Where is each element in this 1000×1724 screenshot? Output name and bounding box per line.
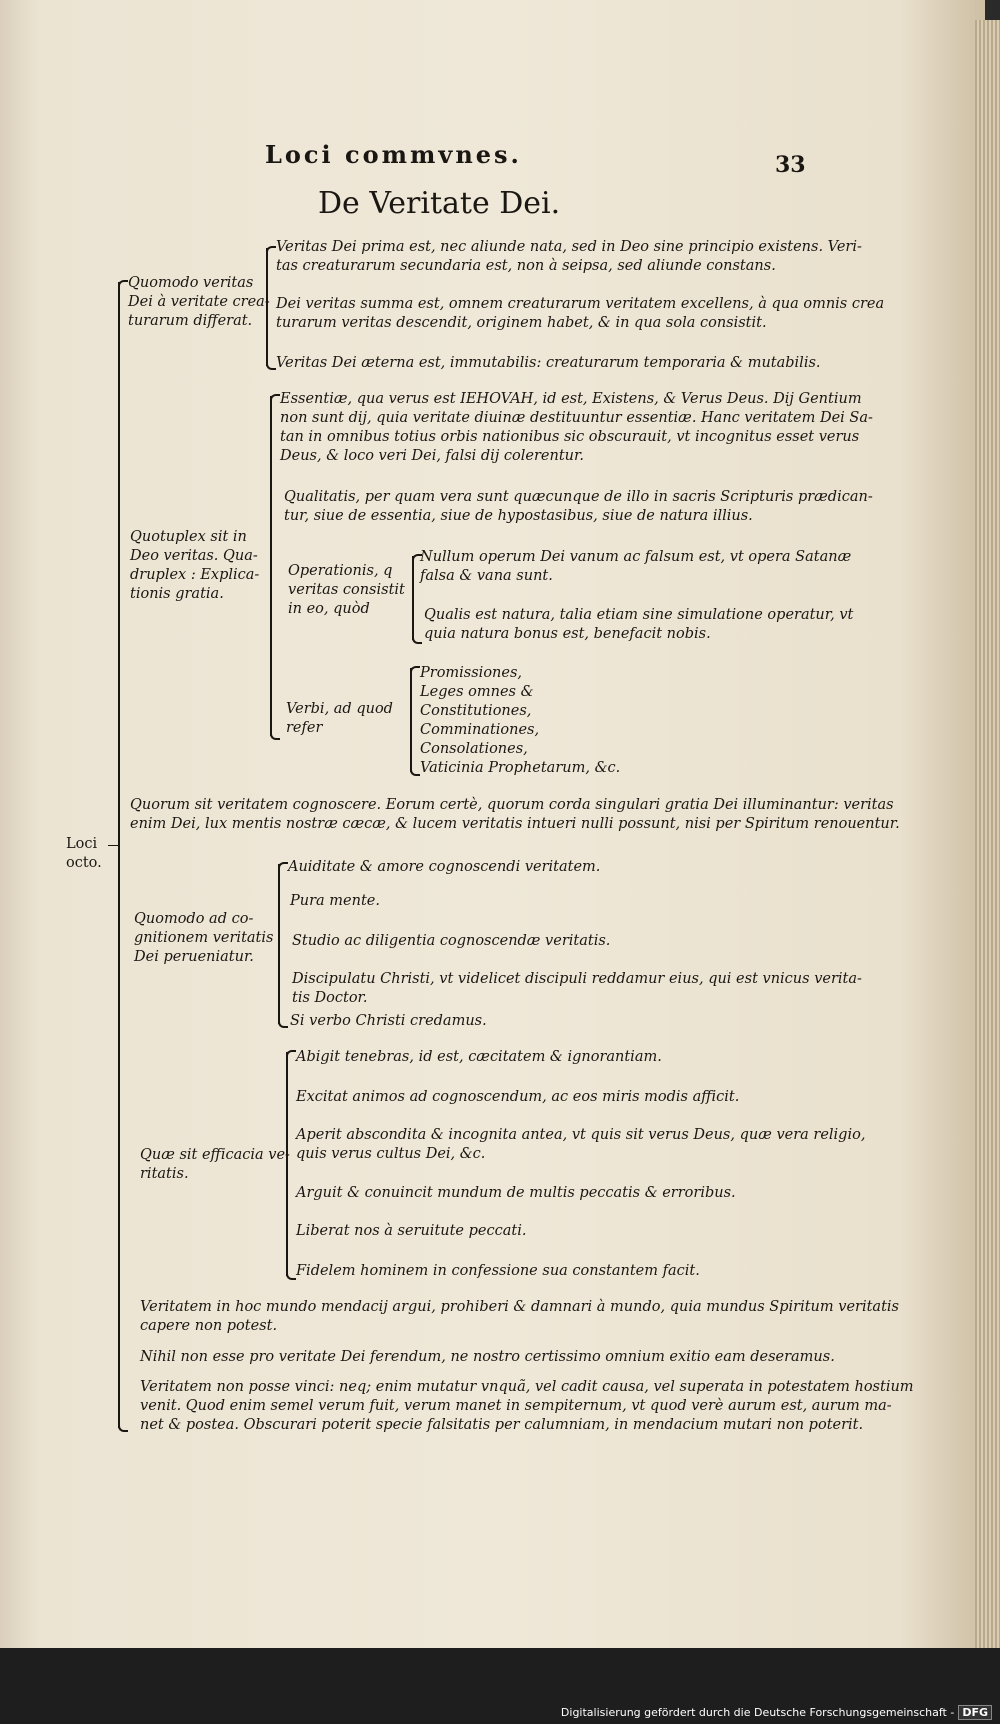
s4-label-2: gnitionem veritatis — [134, 930, 274, 946]
verbi-item-5: Consolationes, — [420, 741, 528, 757]
s1-item-1-l1: Veritas Dei prima est, nec aliunde nata, sed in Deo sine principio existens. Veri- — [276, 239, 862, 255]
s3-line-2: enim Dei, lux mentis nostræ cæcæ, & lucem veritatis intueri nulli possunt, nisi per Spiritum renouentur. — [130, 816, 900, 832]
s5-item-3-l2: quis verus cultus Dei, &c. — [296, 1146, 486, 1162]
s4-item-4-l1: Discipulatu Christi, vt videlicet discipuli reddamur eius, qui est vnicus verita- — [292, 971, 862, 987]
s2-item-2-l1: Qualitatis, per quam vera sunt quæcunque de illo in sacris Scripturis prædican- — [284, 489, 873, 505]
dfg-logo: DFG — [958, 1705, 992, 1720]
s4-item-2: Pura mente. — [290, 893, 380, 909]
s1-item-2-l2: turarum veritas descendit, originem habet, & in qua sola consistit. — [276, 315, 767, 331]
s2-label-4: tionis gratia. — [130, 586, 224, 602]
s2-label-2: Deo veritas. Qua- — [130, 548, 258, 564]
root-label-line-2: octo. — [66, 855, 102, 871]
s4-brace — [278, 864, 280, 1024]
running-header: Loci commvnes. — [265, 140, 522, 169]
s5-item-5: Liberat nos à seruitute peccati. — [296, 1223, 527, 1239]
s2-label-1: Quotuplex sit in — [130, 529, 247, 545]
s5-label-2: ritatis. — [140, 1166, 189, 1182]
footer-credit: Digitalisierung gefördert durch die Deutsche Forschungsgemeinschaft - DFG — [561, 1706, 992, 1719]
s5-item-6: Fidelem hominem in confessione sua constantem facit. — [296, 1263, 700, 1279]
s1-label-2: Dei à veritate crea- — [128, 294, 270, 310]
s2-item-1-l2: non sunt dij, quia veritate diuinæ destituuntur essentiæ. Hanc veritatem Dei Sa- — [280, 410, 873, 426]
verbi-item-2: Leges omnes & — [420, 684, 534, 700]
operationis-item-2-l2: quia natura bonus est, benefacit nobis. — [424, 626, 711, 642]
verbi-item-6: Vaticinia Prophetarum, &c. — [420, 760, 621, 776]
s2-label-3: druplex : Explica- — [130, 567, 260, 583]
verbi-brace — [410, 668, 412, 772]
page-title: De Veritate Dei. — [318, 186, 561, 221]
verbi-label-2: refer — [286, 720, 323, 736]
s2-item-1-l3: tan in omnibus totius orbis nationibus sic obscurauit, vt incognitus esset verus — [280, 429, 860, 445]
s4-item-5: Si verbo Christi credamus. — [290, 1013, 487, 1029]
s8-line-3: net & postea. Obscurari poterit specie falsitatis per calumniam, in mendacium mutari non poterit. — [140, 1417, 864, 1433]
s4-label-3: Dei perueniatur. — [134, 949, 254, 965]
verbi-label-1: Verbi, ad quod — [286, 701, 393, 717]
page-edges — [975, 20, 1000, 1660]
operationis-label-1: Operationis, q — [288, 563, 393, 579]
s5-item-4: Arguit & conuincit mundum de multis peccatis & erroribus. — [296, 1185, 736, 1201]
s5-brace — [286, 1052, 288, 1276]
s5-item-1: Abigit tenebras, id est, cæcitatem & ignorantiam. — [296, 1049, 662, 1065]
s7-line-1: Nihil non esse pro veritate Dei ferendum, ne nostro certissimo omnium exitio eam deseramus. — [140, 1349, 835, 1365]
operationis-item-2-l1: Qualis est natura, talia etiam sine simulatione operatur, vt — [424, 607, 854, 623]
operationis-item-1-l1: Nullum operum Dei vanum ac falsum est, vt opera Satanæ — [420, 549, 852, 565]
s1-item-1-l2: tas creaturarum secundaria est, non à seipsa, sed aliunde constans. — [276, 258, 776, 274]
s1-label-1: Quomodo veritas — [128, 275, 254, 291]
s8-line-1: Veritatem non posse vinci: neq; enim mutatur vnquã, vel cadit causa, vel superata in potestatem hostium — [140, 1379, 914, 1395]
s4-item-1: Auiditate & amore cognoscendi veritatem. — [288, 859, 601, 875]
main-brace-point — [108, 845, 120, 846]
s1-item-2-l1: Dei veritas summa est, omnem creaturarum veritatem excellens, à qua omnis crea — [276, 296, 885, 312]
s3-line-1: Quorum sit veritatem cognoscere. Eorum certè, quorum corda singulari gratia Dei illuminantur: veritas — [130, 797, 894, 813]
s1-label-3: turarum differat. — [128, 313, 253, 329]
s5-label-1: Quæ sit efficacia ve- — [140, 1147, 290, 1163]
s2-item-1-l4: Deus, & loco veri Dei, falsi dij colerentur. — [280, 448, 584, 464]
s6-line-1: Veritatem in hoc mundo mendacij argui, prohiberi & damnari à mundo, quia mundus Spiritum veritatis — [140, 1299, 899, 1315]
s4-item-4-l2: tis Doctor. — [292, 990, 368, 1006]
s1-brace — [266, 248, 268, 366]
operationis-label-2: veritas consistit — [288, 582, 405, 598]
main-brace — [118, 282, 120, 1428]
s4-item-3: Studio ac diligentia cognoscendæ veritatis. — [292, 933, 611, 949]
s8-line-2: venit. Quod enim semel verum fuit, verum manet in sempiternum, vt quod verè aurum est, aurum ma- — [140, 1398, 892, 1414]
operationis-label-3: in eo, quòd — [288, 601, 370, 617]
verbi-item-4: Comminationes, — [420, 722, 540, 738]
s2-item-1-l1: Essentiæ, qua verus est IEHOVAH, id est, Existens, & Verus Deus. Dij Gentium — [280, 391, 862, 407]
s4-label-1: Quomodo ad co- — [134, 911, 254, 927]
s1-item-3: Veritas Dei æterna est, immutabilis: creaturarum temporaria & mutabilis. — [276, 355, 821, 371]
s5-item-3-l1: Aperit abscondita & incognita antea, vt quis sit verus Deus, quæ vera religio, — [296, 1127, 866, 1143]
s2-brace — [270, 396, 272, 736]
verbi-item-3: Constitutiones, — [420, 703, 532, 719]
operationis-item-1-l2: falsa & vana sunt. — [420, 568, 553, 584]
root-label-line-1: Loci — [66, 836, 98, 852]
page-number: 33 — [775, 152, 806, 178]
s5-item-2: Excitat animos ad cognoscendum, ac eos miris modis afficit. — [296, 1089, 740, 1105]
verbi-item-1: Promissiones, — [420, 665, 523, 681]
s6-line-2: capere non potest. — [140, 1318, 278, 1334]
s2-item-2-l2: tur, siue de essentia, siue de hypostasibus, siue de natura illius. — [284, 508, 753, 524]
operationis-brace — [412, 556, 414, 640]
